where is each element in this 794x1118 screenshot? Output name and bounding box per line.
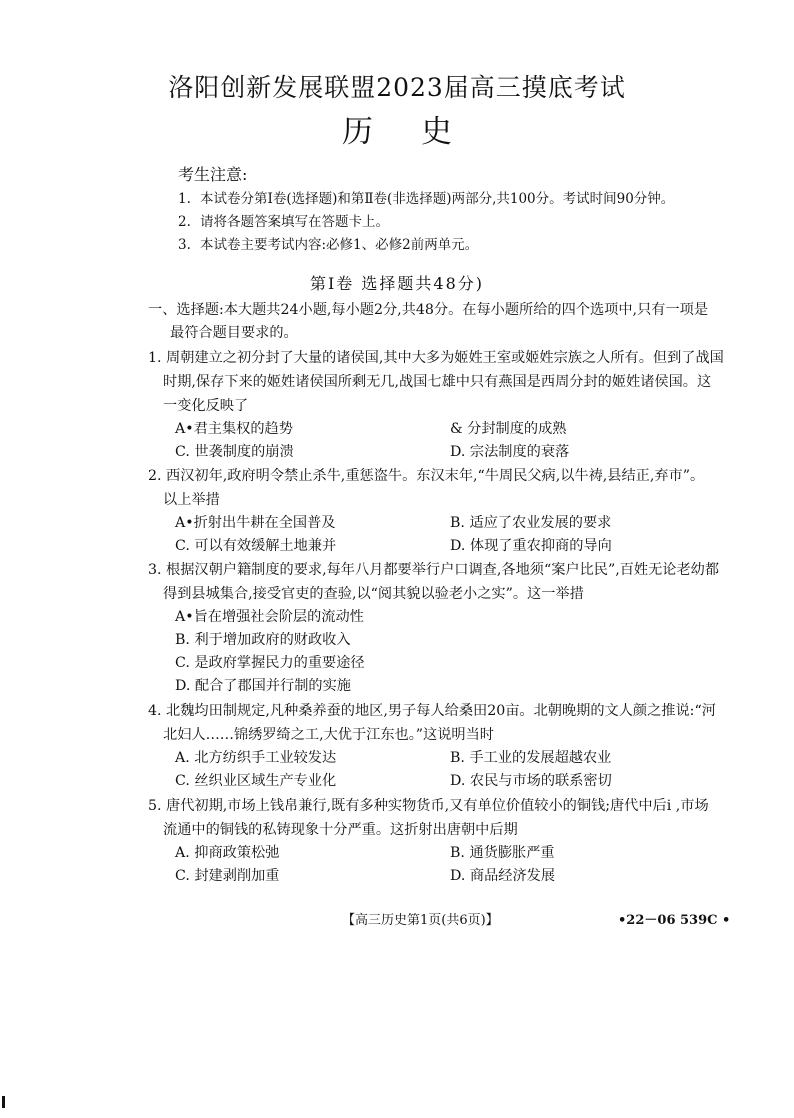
subject-title: 历史: [342, 114, 500, 150]
note-text: 本试卷主要考试内容:必修1、必修2前两单元。: [200, 237, 479, 253]
section-intro: 一、选择题:本大题共24小题,每小题2分,共48分。在每小题所给的四个选项中,只有一项是: [148, 302, 709, 318]
question-stem: 得到县城集合,接受官吏的查验,以“阅其貌以验老小之实”。这一举措: [163, 586, 584, 602]
question-stem: 北妇人……锦绣罗绮之工,大优于江东也。”这说明当时: [163, 727, 494, 743]
exam-title: 洛阳创新发展联盟2023届高三摸底考试: [168, 73, 626, 102]
option-c: C. 封建剥削加重: [175, 868, 280, 884]
option-c: C. 丝织业区域生产专业化: [175, 773, 337, 789]
note-item: [178, 233, 478, 253]
note-text: 本试卷分第Ⅰ卷(选择题)和第Ⅱ卷(非选择题)两部分,共100分。考试时间90分钟。: [200, 191, 675, 207]
option-b: B. 手工业的发展超越农业: [450, 750, 612, 766]
option-b: B. 利于增加政府的财政收入: [175, 632, 351, 648]
option-a: A•旨在增强社会阶层的流动性: [175, 609, 364, 625]
question-stem: 4. 北魏均田制规定,凡种桑养蚕的地区,男子每人给桑田20亩。北朝晚期的文人颜之推说:“河: [148, 703, 716, 719]
note-item: [178, 187, 674, 207]
option-d: D. 配合了郡国并行制的实施: [175, 678, 351, 694]
option-b: B. 通货膨胀严重: [450, 845, 555, 861]
option-d: D. 体现了重农抑商的导向: [450, 538, 612, 554]
question-stem: 3. 根据汉朝户籍制度的要求,每年八月都要举行户口调查,各地须“案户比民”,百姓无论老幼都: [148, 562, 720, 578]
page-footer-code: •22－06 539C •: [618, 913, 731, 928]
note-number: 1.: [178, 191, 191, 207]
section-heading: 第Ⅰ卷 选择题共48分): [309, 274, 484, 293]
question-stem: 1. 周朝建立之初分封了大量的诸侯国,其中大多为姬姓王室或姬姓宗族之人所有。但到了战国: [148, 350, 724, 366]
option-b: B. 适应了农业发展的要求: [450, 515, 612, 531]
note-number: 2.: [178, 214, 191, 230]
note-number: 3.: [178, 237, 191, 253]
question-stem: 流通中的铜钱的私铸现象十分严重。这折射出唐朝中后期: [163, 822, 518, 838]
page-footer-label: 【高三历史第1页(共6页)】: [342, 913, 499, 928]
option-d: D. 农民与市场的联系密切: [450, 773, 612, 789]
notes-heading: 考生注意:: [178, 165, 248, 184]
option-c: C. 是政府掌握民力的重要途径: [175, 655, 365, 671]
question-stem: 一变化反映了: [163, 398, 249, 414]
option-d: D. 宗法制度的衰落: [450, 444, 570, 460]
option-a: A. 北方纺织手工业较发达: [175, 750, 337, 766]
option-c: C. 可以有效缓解土地兼并: [175, 538, 337, 554]
option-a: A•君主集权的趋势: [175, 421, 293, 437]
option-a: A•折射出牛耕在全国普及: [175, 515, 336, 531]
option-d: D. 商品经济发展: [450, 868, 556, 884]
option-c: C. 世袭制度的崩溃: [175, 444, 294, 460]
scan-edge-mark: [2, 1096, 5, 1108]
question-stem: 5. 唐代初期,市场上钱帛兼行,既有多种实物货币,又有单位价值较小的铜钱;唐代中后i ,市场: [148, 798, 709, 814]
question-stem: 时期,保存下来的姬姓诸侯国所剩无几,战国七雄中只有燕国是西周分封的姬姓诸侯国。这: [163, 374, 712, 390]
note-item: [178, 210, 389, 230]
question-stem: 2. 西汉初年,政府明令禁止杀牛,重惩盗牛。东汉末年,“牛周民父病,以牛祷,县结正,弃市”。: [148, 468, 705, 484]
section-intro: 最符合题目要求的。: [170, 325, 298, 341]
note-text: 请将各题答案填写在答题卡上。: [200, 214, 389, 230]
question-stem: 以上举措: [163, 492, 220, 508]
option-b: & 分封制度的成熟: [450, 421, 567, 437]
option-a: A. 抑商政策松弛: [175, 845, 280, 861]
